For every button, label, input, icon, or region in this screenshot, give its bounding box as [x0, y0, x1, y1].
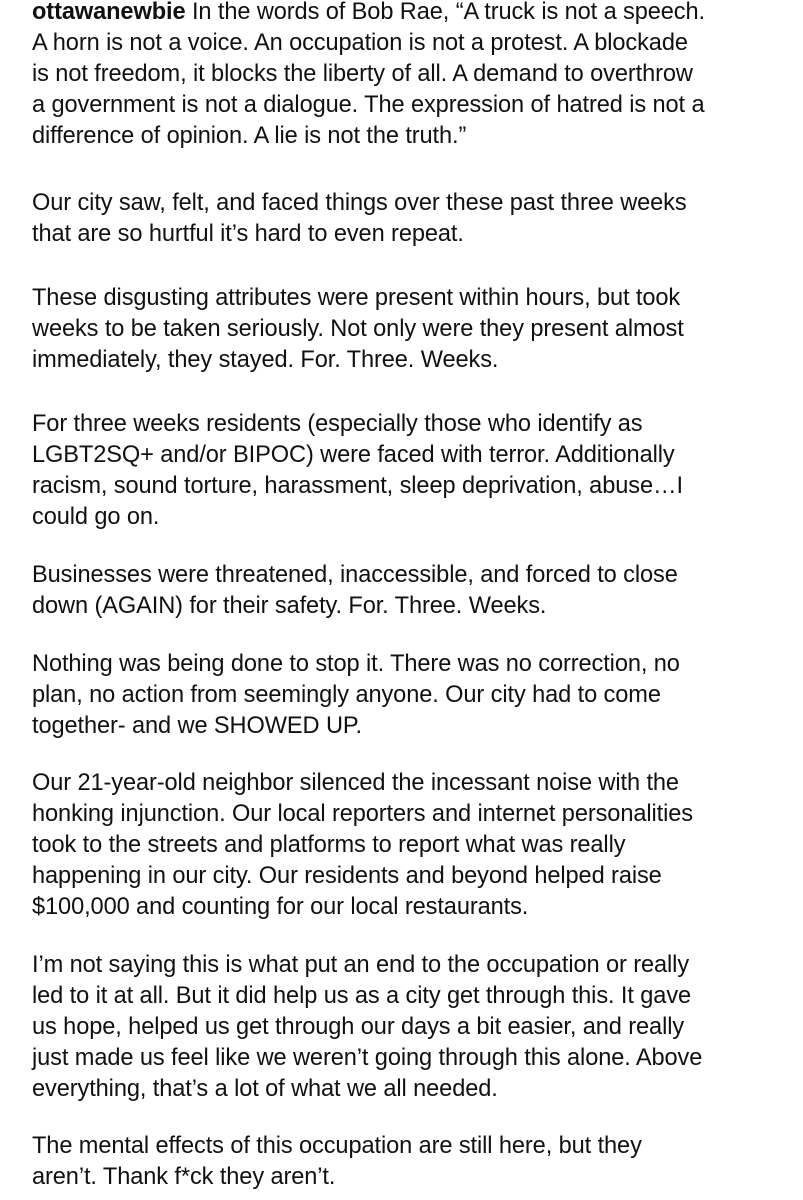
caption-paragraph-4: For three weeks residents (especially those who identify as LGBT2SQ+ and/or BIPOC) were faced with terror. Additionally racism, sound torture, harassment, sleep deprivation, abuse…I could go on. [32, 411, 683, 530]
caption-paragraph-3: These disgusting attributes were present within hours, but took weeks to be taken seriously. Not only were they present almost immediately, they stayed. For. Three. Weeks. [32, 285, 684, 373]
caption-paragraph-9: The mental effects of this occupation are still here, but they aren’t. Thank f*ck they aren’t. [32, 1133, 642, 1190]
caption-paragraph-2: Our city saw, felt, and faced things over these past three weeks that are so hurtful it’s hard to even repeat. [32, 190, 687, 247]
caption-paragraph-8: I’m not saying this is what put an end to the occupation or really led to it at all. But it did help us as a city get through this. It gave us hope, helped us get through our days a bit easier, and really just made us feel like we weren’t going through this alone. Above everything, that’s a lot of what we all needed. [32, 952, 703, 1102]
caption-paragraph-7: Our 21-year-old neighbor silenced the incessant noise with the honking injunction. Our local reporters and internet personalities took to the streets and platforms to report what was really happening in our city. Our residents and beyond helped raise $100,000 and counting for our local restaurants. [32, 770, 693, 920]
username-link[interactable]: ottawanewbie [32, 0, 186, 25]
caption-paragraph-5: Businesses were threatened, inaccessible, and forced to close down (AGAIN) for their safety. For. Three. Weeks. [32, 562, 678, 619]
caption-paragraph-6: Nothing was being done to stop it. There was no correction, no plan, no action from seemingly anyone. Our city had to come together- and we SHOWED UP. [32, 651, 680, 739]
caption-paragraph-1-text: In the words of Bob Rae, “A truck is not a speech. A horn is not a voice. An occupation is not a protest. A blockade is not freedom, it blocks the liberty of all. A demand to overthrow a government is not a dialogue. The expression of hatred is not a difference of opinion. A lie is not the truth.” [32, 0, 705, 149]
caption-paragraph-1 [32, 0, 785, 152]
